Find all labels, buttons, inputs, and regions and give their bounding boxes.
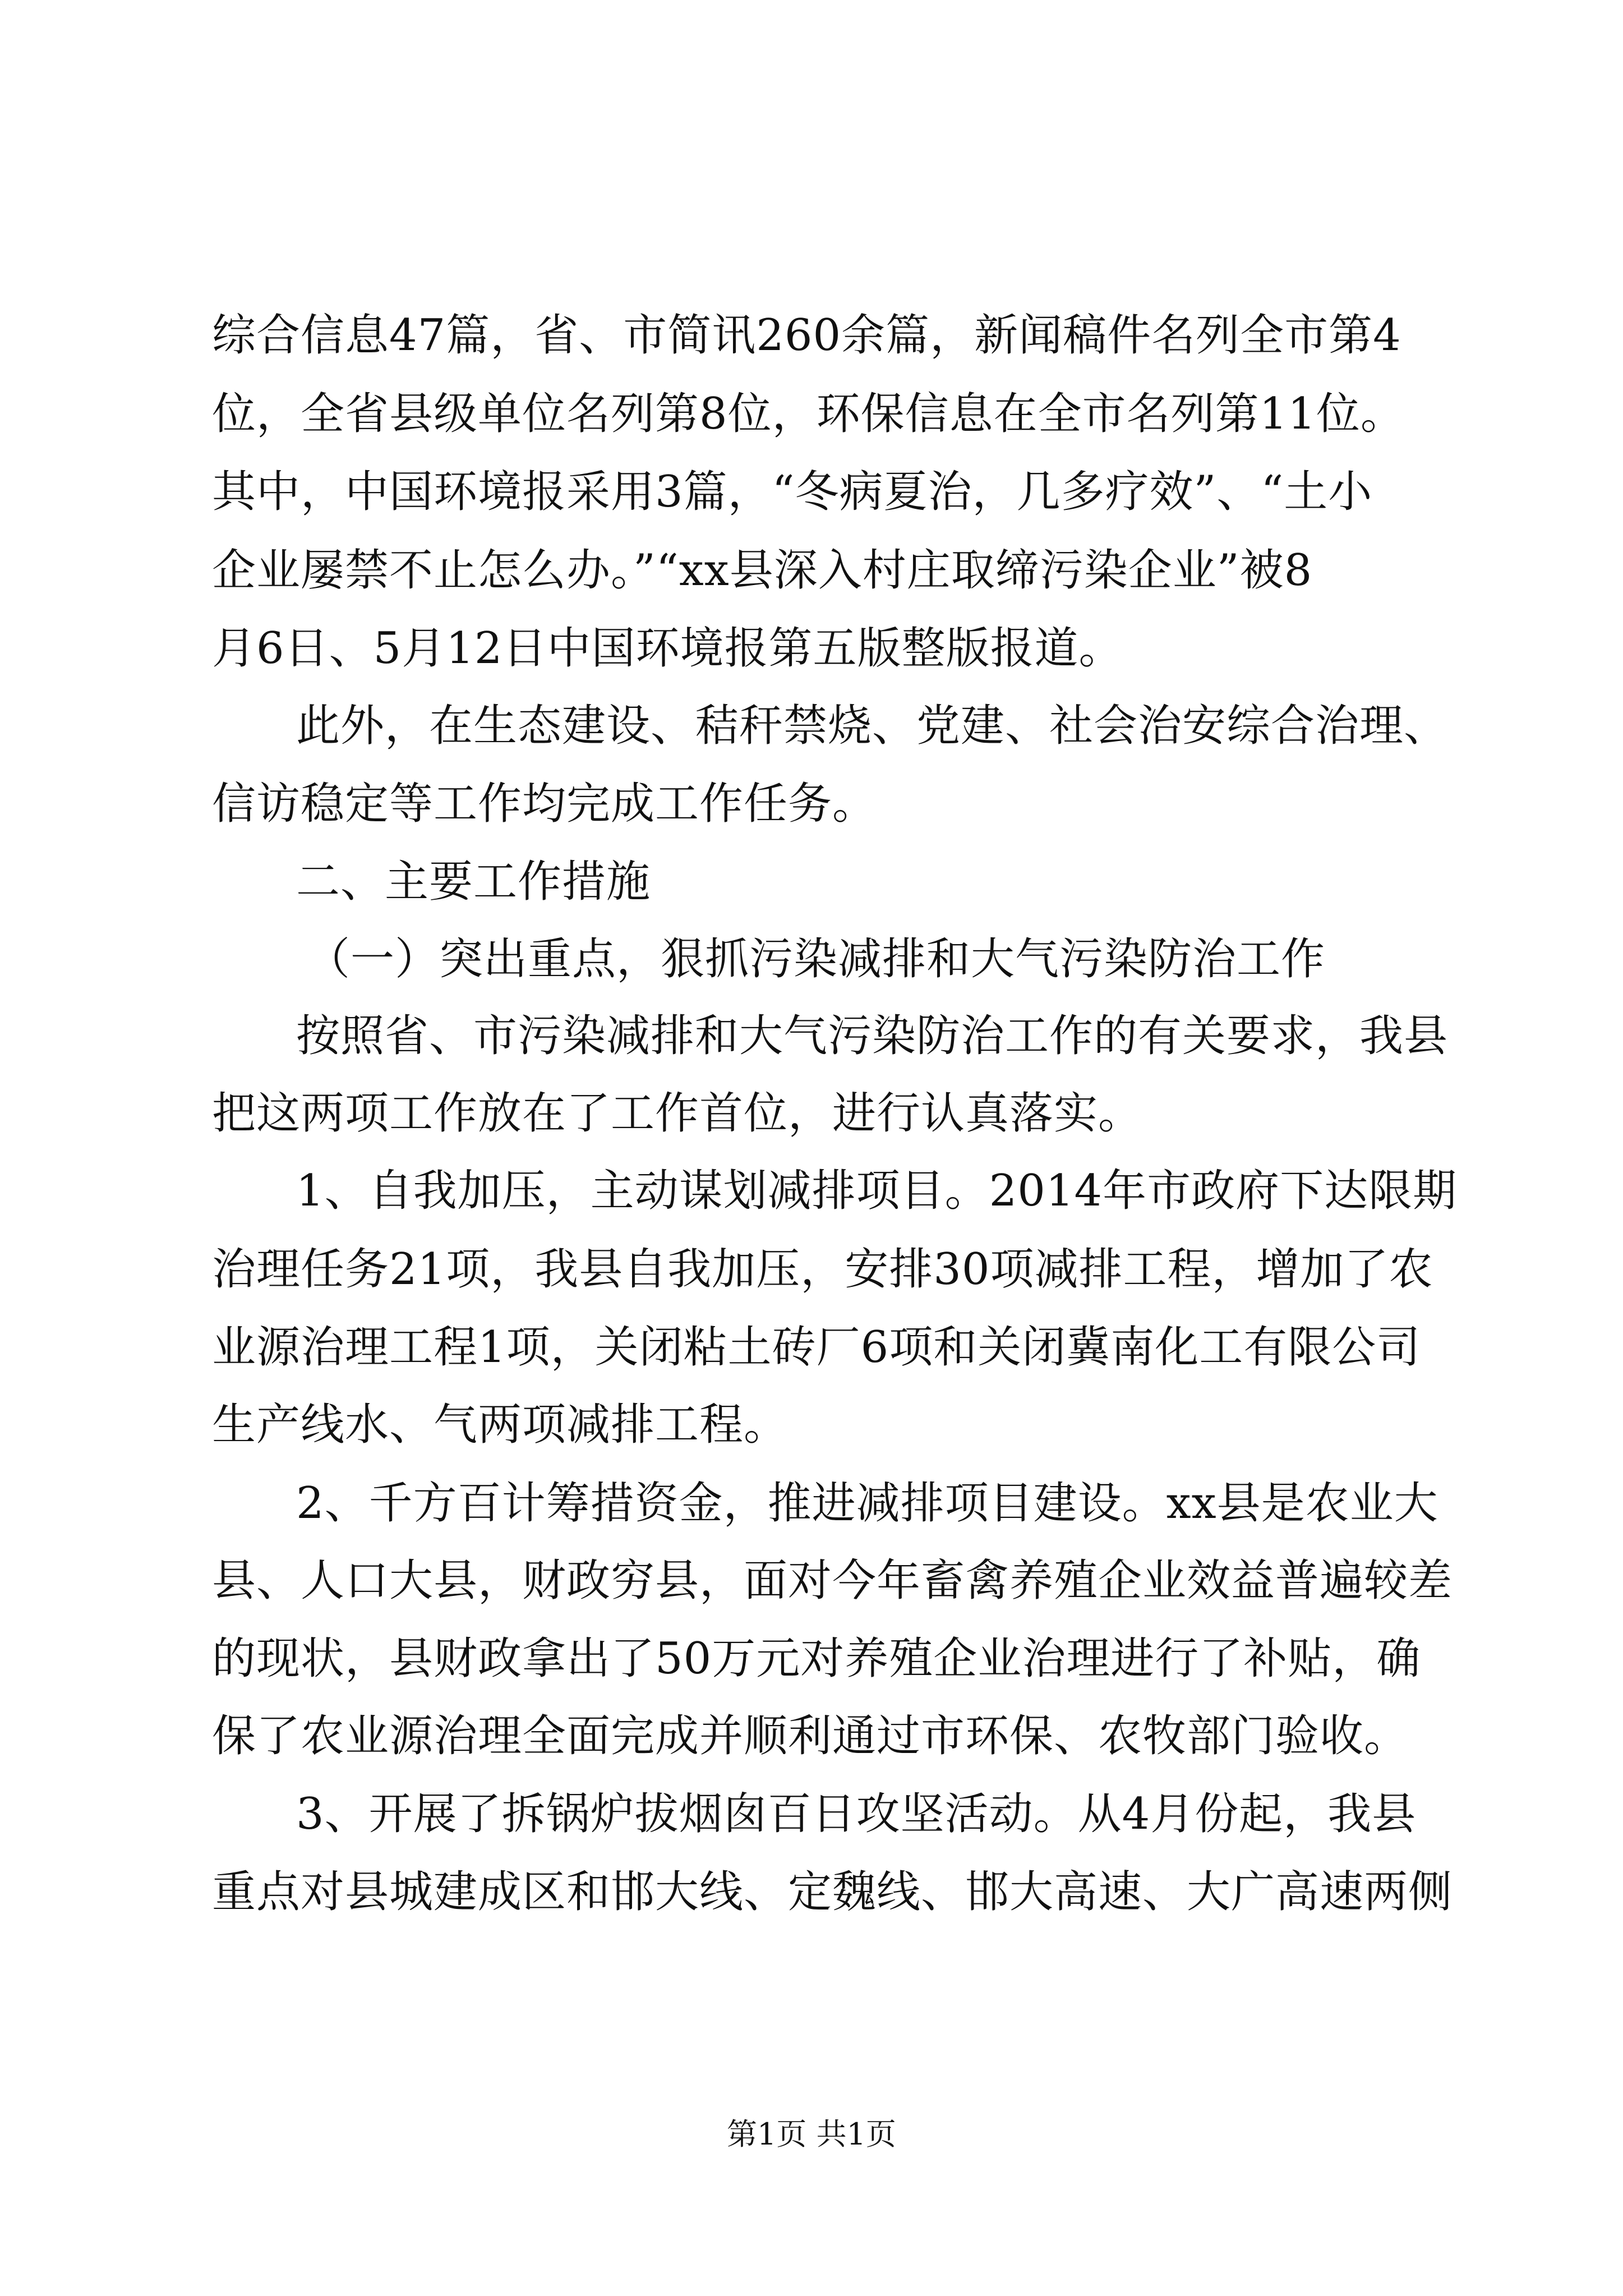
text-line: 保了农业源治理全面完成并顺利通过市环保、农牧部门验收。 xyxy=(212,1711,1409,1761)
section-heading: 二、主要工作措施 xyxy=(296,857,651,907)
text-line: 位，全省县级单位名列第8位，环保信息在全市名列第11位。 xyxy=(212,389,1405,439)
text-line: 信访稳定等工作均完成工作任务。 xyxy=(212,779,877,829)
text-line: 综合信息47篇，省、市简讯260余篇，新闻稿件名列全市第4 xyxy=(212,310,1401,361)
text-line: 月6日、5月12日中国环境报第五版整版报道。 xyxy=(212,623,1123,674)
text-line: 县、人口大县，财政穷县，面对今年畜禽养殖企业效益普遍较差 xyxy=(212,1556,1453,1606)
text-line: 重点对县城建成区和邯大线、定魏线、邯大高速、大广高速两侧 xyxy=(212,1867,1453,1917)
paragraph-start: 2、千方百计筹措资金，推进减排项目建设。xx县是农业大 xyxy=(296,1478,1438,1529)
text-line: 企业屡禁不止怎么办。”“xx县深入村庄取缔污染企业”被8 xyxy=(212,545,1313,596)
page-footer: 第1页 共1页 xyxy=(727,2116,896,2152)
subsection-heading: （一）突出重点，狠抓污染减排和大气污染防治工作 xyxy=(306,934,1326,984)
text-line: 其中，中国环境报采用3篇，“冬病夏治，几多疗效”、“土小 xyxy=(212,467,1373,517)
text-line: 业源治理工程1项，关闭粘土砖厂6项和关闭冀南化工有限公司 xyxy=(212,1322,1421,1373)
text-line: 的现状，县财政拿出了50万元对养殖企业治理进行了补贴，确 xyxy=(212,1634,1421,1684)
paragraph-start: 此外，在生态建设、秸秆禁烧、党建、社会治安综合治理、 xyxy=(296,701,1449,751)
text-line: 治理任务21项，我县自我加压，安排30项减排工程，增加了农 xyxy=(212,1244,1433,1295)
paragraph-start: 3、开展了拆锅炉拔烟囱百日攻坚活动。从4月份起，我县 xyxy=(296,1789,1417,1839)
text-line: 把这两项工作放在了工作首位，进行认真落实。 xyxy=(212,1088,1143,1139)
paragraph-start: 按照省、市污染减排和大气污染防治工作的有关要求，我县 xyxy=(296,1011,1449,1061)
text-line: 生产线水、气两项减排工程。 xyxy=(212,1400,789,1450)
paragraph-start: 1、自我加压，主动谋划减排项目。2014年市政府下达限期 xyxy=(296,1166,1458,1216)
